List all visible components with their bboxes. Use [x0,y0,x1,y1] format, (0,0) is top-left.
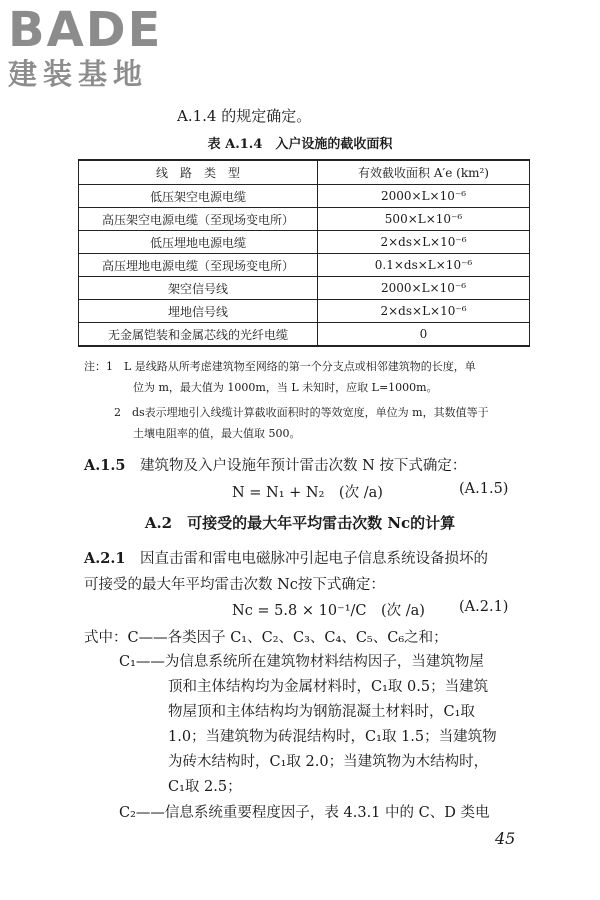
table-cell: 高压埋地电源电缆（至现场变电所） [79,254,318,277]
table-header-row [79,160,530,185]
table-cell: 2×ds×L×10⁻⁶ [318,231,530,254]
clause-a15-label: A.1.5 [84,457,126,474]
clause-a21-label: A.2.1 [84,550,126,567]
intro-line: A.1.4 的规定确定。 [177,107,312,125]
table-row [79,254,530,277]
equation-a15-number: (A.1.5) [459,481,509,497]
header-effective-area: 有效截收面积 A′e (km²) [318,160,530,185]
table-note-2: 2 ds表示埋地引入线缆计算截收面积时的等效宽度，单位为 m，其数值等于 [114,406,489,419]
where-line-c1-cont: 物屋顶和主体结构均为钢筋混凝土材料时，C₁取 [168,704,475,720]
header-line-type: 线 路 类 型 [79,160,318,185]
logo-sub-text: 建装基地 [8,57,149,91]
equation-a21: Nc = 5.8 × 10⁻¹/C (次 /a) [232,603,425,619]
where-line-c1-cont: C₁取 2.5； [168,779,242,795]
table-cell: 0 [318,323,530,347]
page-number: 45 [495,829,516,848]
equation-a21-number: (A.2.1) [459,599,509,615]
clause-a21 [84,547,488,568]
antenna-area-table [78,159,530,347]
table-cell: 2×ds×L×10⁻⁶ [318,300,530,323]
table-row [79,185,530,208]
table-cell: 低压埋地电源电缆 [79,231,318,254]
table-note-2-cont: 土壤电阻率的值，最大值取 500。 [133,427,301,440]
table-cell: 2000×L×10⁻⁶ [318,277,530,300]
where-line-c2: C₂——信息系统重要程度因子，表 4.3.1 中的 C、D 类电 [119,805,490,821]
table-row [79,300,530,323]
table-cell: 高压架空电源电缆（至现场变电所） [79,208,318,231]
table-cell: 500×L×10⁻⁶ [318,208,530,231]
table-caption: 表 A.1.4 入户设施的截收面积 [207,137,393,152]
table-cell: 0.1×ds×L×10⁻⁶ [318,254,530,277]
where-line-c1: C₁——为信息系统所在建筑物材料结构因子，当建筑物屋 [119,654,484,670]
equation-a15: N = N₁ + N₂ (次 /a) [232,485,383,501]
clause-a15-text: 建筑物及入户设施年预计雷击次数 N 按下式确定： [125,458,467,474]
where-line-c1-cont: 1.0；当建筑物为砖混结构时，C₁取 1.5；当建筑物 [168,729,497,745]
logo-main-text: BADE [8,2,163,58]
clause-a21-cont: 可接受的最大年平均雷击次数 Nc按下式确定： [84,577,385,593]
table-row [79,231,530,254]
where-line-c1-cont: 顶和主体结构均为金属材料时，C₁取 0.5；当建筑 [168,679,489,695]
clause-a15 [84,454,466,475]
clause-a21-text: 因直击雷和雷电电磁脉冲引起电子信息系统设备损坏的 [125,551,489,567]
table-cell: 架空信号线 [79,277,318,300]
table-cell: 2000×L×10⁻⁶ [318,185,530,208]
table-note-1: 注：1 L 是线路从所考虑建筑物至网络的第一个分支点或相邻建筑物的长度，单 [84,360,476,373]
section-heading-a2: A.2 可接受的最大年平均雷击次数 Nc的计算 [144,514,456,532]
table-cell: 低压架空电源电缆 [79,185,318,208]
table-cell: 无金属铠装和金属芯线的光纤电缆 [79,323,318,347]
table-row [79,323,530,347]
watermark-logo [8,4,162,90]
where-line-c: 式中：C——各类因子 C₁、C₂、C₃、C₄、C₅、C₆之和； [84,630,448,646]
where-line-c1-cont: 为砖木结构时，C₁取 2.0；当建筑物为木结构时， [168,754,489,770]
table-row [79,277,530,300]
table-cell: 埋地信号线 [79,300,318,323]
table-note-1-cont: 位为 m，最大值为 1000m，当 L 未知时，应取 L=1000m。 [133,381,438,394]
table-row [79,208,530,231]
